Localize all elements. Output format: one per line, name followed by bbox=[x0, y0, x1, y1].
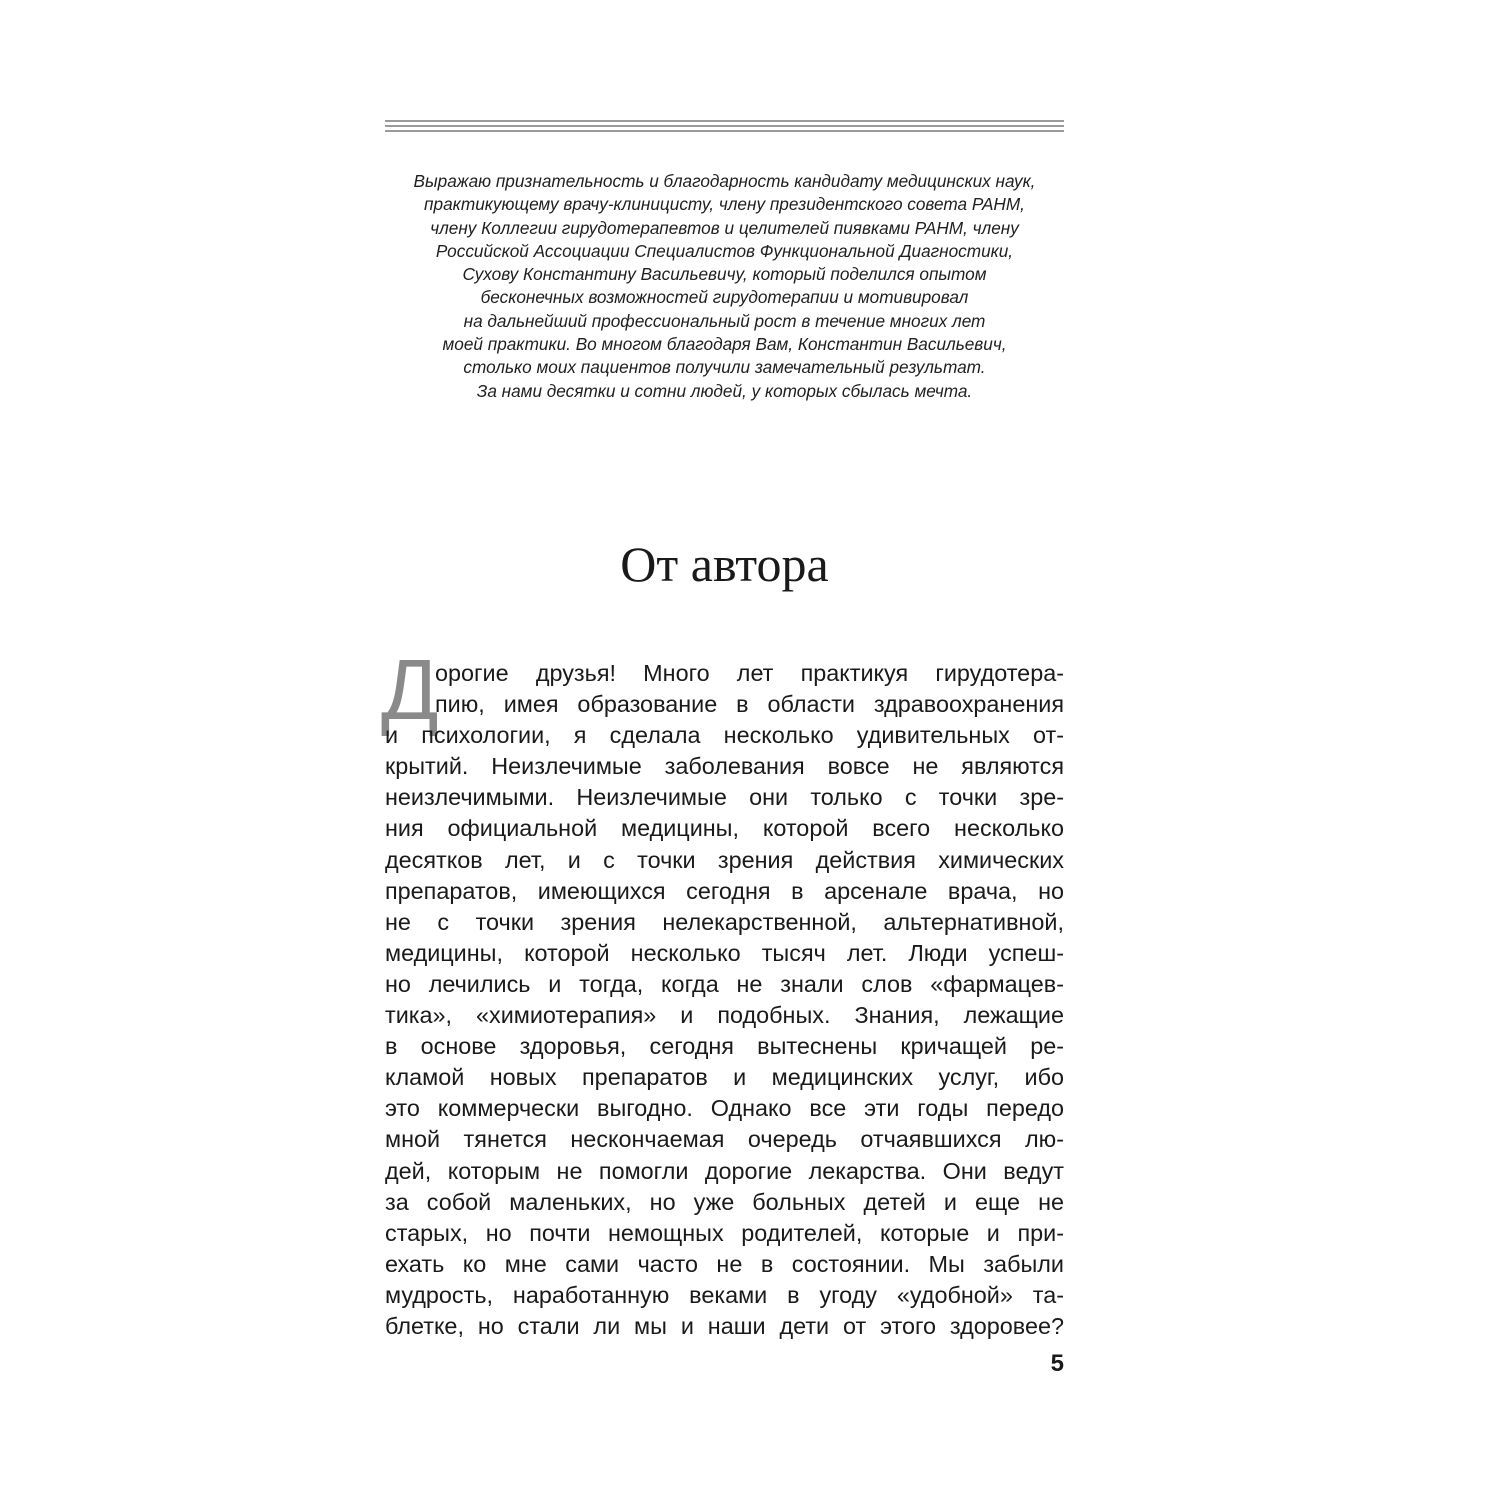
dedication-line: моей практики. Во многом благодаря Вам, Константин Васильевич, bbox=[442, 334, 1007, 355]
body-line: и психологии, я сделала несколько удивительных от- bbox=[385, 722, 1064, 749]
body-line: ехать ко мне сами часто не в состоянии. Мы забыли bbox=[385, 1250, 1064, 1277]
dedication-line: на дальнейший профессиональный рост в течение многих лет bbox=[463, 310, 986, 331]
body-line: блетке, но стали ли мы и наши дети от этого здоровее? bbox=[385, 1312, 1064, 1339]
dedication-line: За нами десятки и сотни людей, у которых сбылась мечта. bbox=[476, 380, 973, 401]
body-line: мной тянется нескончаемая очередь отчаявшихся лю- bbox=[385, 1126, 1064, 1153]
body-line: ния официальной медицины, которой всего несколько bbox=[385, 815, 1064, 842]
body-text bbox=[385, 658, 1064, 1342]
dedication-line: бесконечных возможностей гирудотерапии и мотивировал bbox=[480, 287, 969, 308]
dedication-line: Российской Ассоциации Специалистов Функциональной Диагностики, bbox=[435, 240, 1014, 261]
body-line: неизлечимыми. Неизлечимые они только с точки зре- bbox=[385, 784, 1064, 811]
dedication-line: Выражаю признательность и благодарность кандидату медицинских наук, bbox=[413, 171, 1036, 191]
dedication-line: столько моих пациентов получили замечательный результат. bbox=[463, 357, 986, 378]
header-rules bbox=[385, 120, 1064, 132]
header-rule-line bbox=[385, 120, 1064, 122]
body-line: медицины, которой несколько тысяч лет. Люди успеш- bbox=[385, 939, 1064, 966]
drop-cap: Д bbox=[381, 643, 439, 738]
chapter-title: От автора bbox=[620, 536, 829, 592]
body-line: препаратов, имеющихся сегодня в арсенале врача, но bbox=[385, 877, 1064, 904]
header-rule-line bbox=[385, 125, 1064, 127]
dedication-line: Сухову Константину Васильевичу, который поделился опытом bbox=[462, 264, 987, 285]
body-line: старых, но почти немощных родителей, которые и при- bbox=[385, 1219, 1064, 1246]
body-line: не с точки зрения нелекарственной, альтернативной, bbox=[385, 908, 1064, 935]
dedication-line: члену Коллегии гирудотерапевтов и целителей пиявками РАНМ, члену bbox=[430, 217, 1019, 238]
body-line: кламой новых препаратов и медицинских услуг, ибо bbox=[385, 1064, 1064, 1091]
body-line: но лечились и тогда, когда не знали слов «фармацев- bbox=[385, 970, 1064, 997]
body-line: орогие друзья! Много лет практикуя гирудотера- bbox=[435, 660, 1064, 686]
body-line: тика», «химиотерапия» и подобных. Знания, лежащие bbox=[385, 1002, 1064, 1029]
page-number: 5 bbox=[1050, 1350, 1064, 1377]
body-line: это коммерчески выгодно. Однако все эти годы передо bbox=[385, 1095, 1064, 1122]
body-line: за собой маленьких, но уже больных детей и еще не bbox=[385, 1188, 1064, 1215]
body-line: крытий. Неизлечимые заболевания вовсе не являются bbox=[385, 753, 1064, 780]
body-line: мудрость, наработанную веками в угоду «удобной» та- bbox=[385, 1281, 1064, 1308]
header-rule-line bbox=[385, 130, 1064, 132]
body-line: пию, имея образование в области здравоохранения bbox=[435, 691, 1064, 718]
body-line: десятков лет, и с точки зрения действия химических bbox=[385, 846, 1064, 873]
dedication bbox=[385, 170, 1064, 403]
body-line: в основе здоровья, сегодня вытеснены кричащей ре- bbox=[385, 1033, 1064, 1060]
dedication-line: практикующему врачу-клиницисту, члену президентского совета РАНМ, bbox=[424, 194, 1025, 215]
body-line: дей, которым не помогли дорогие лекарства. Они ведут bbox=[385, 1157, 1064, 1184]
